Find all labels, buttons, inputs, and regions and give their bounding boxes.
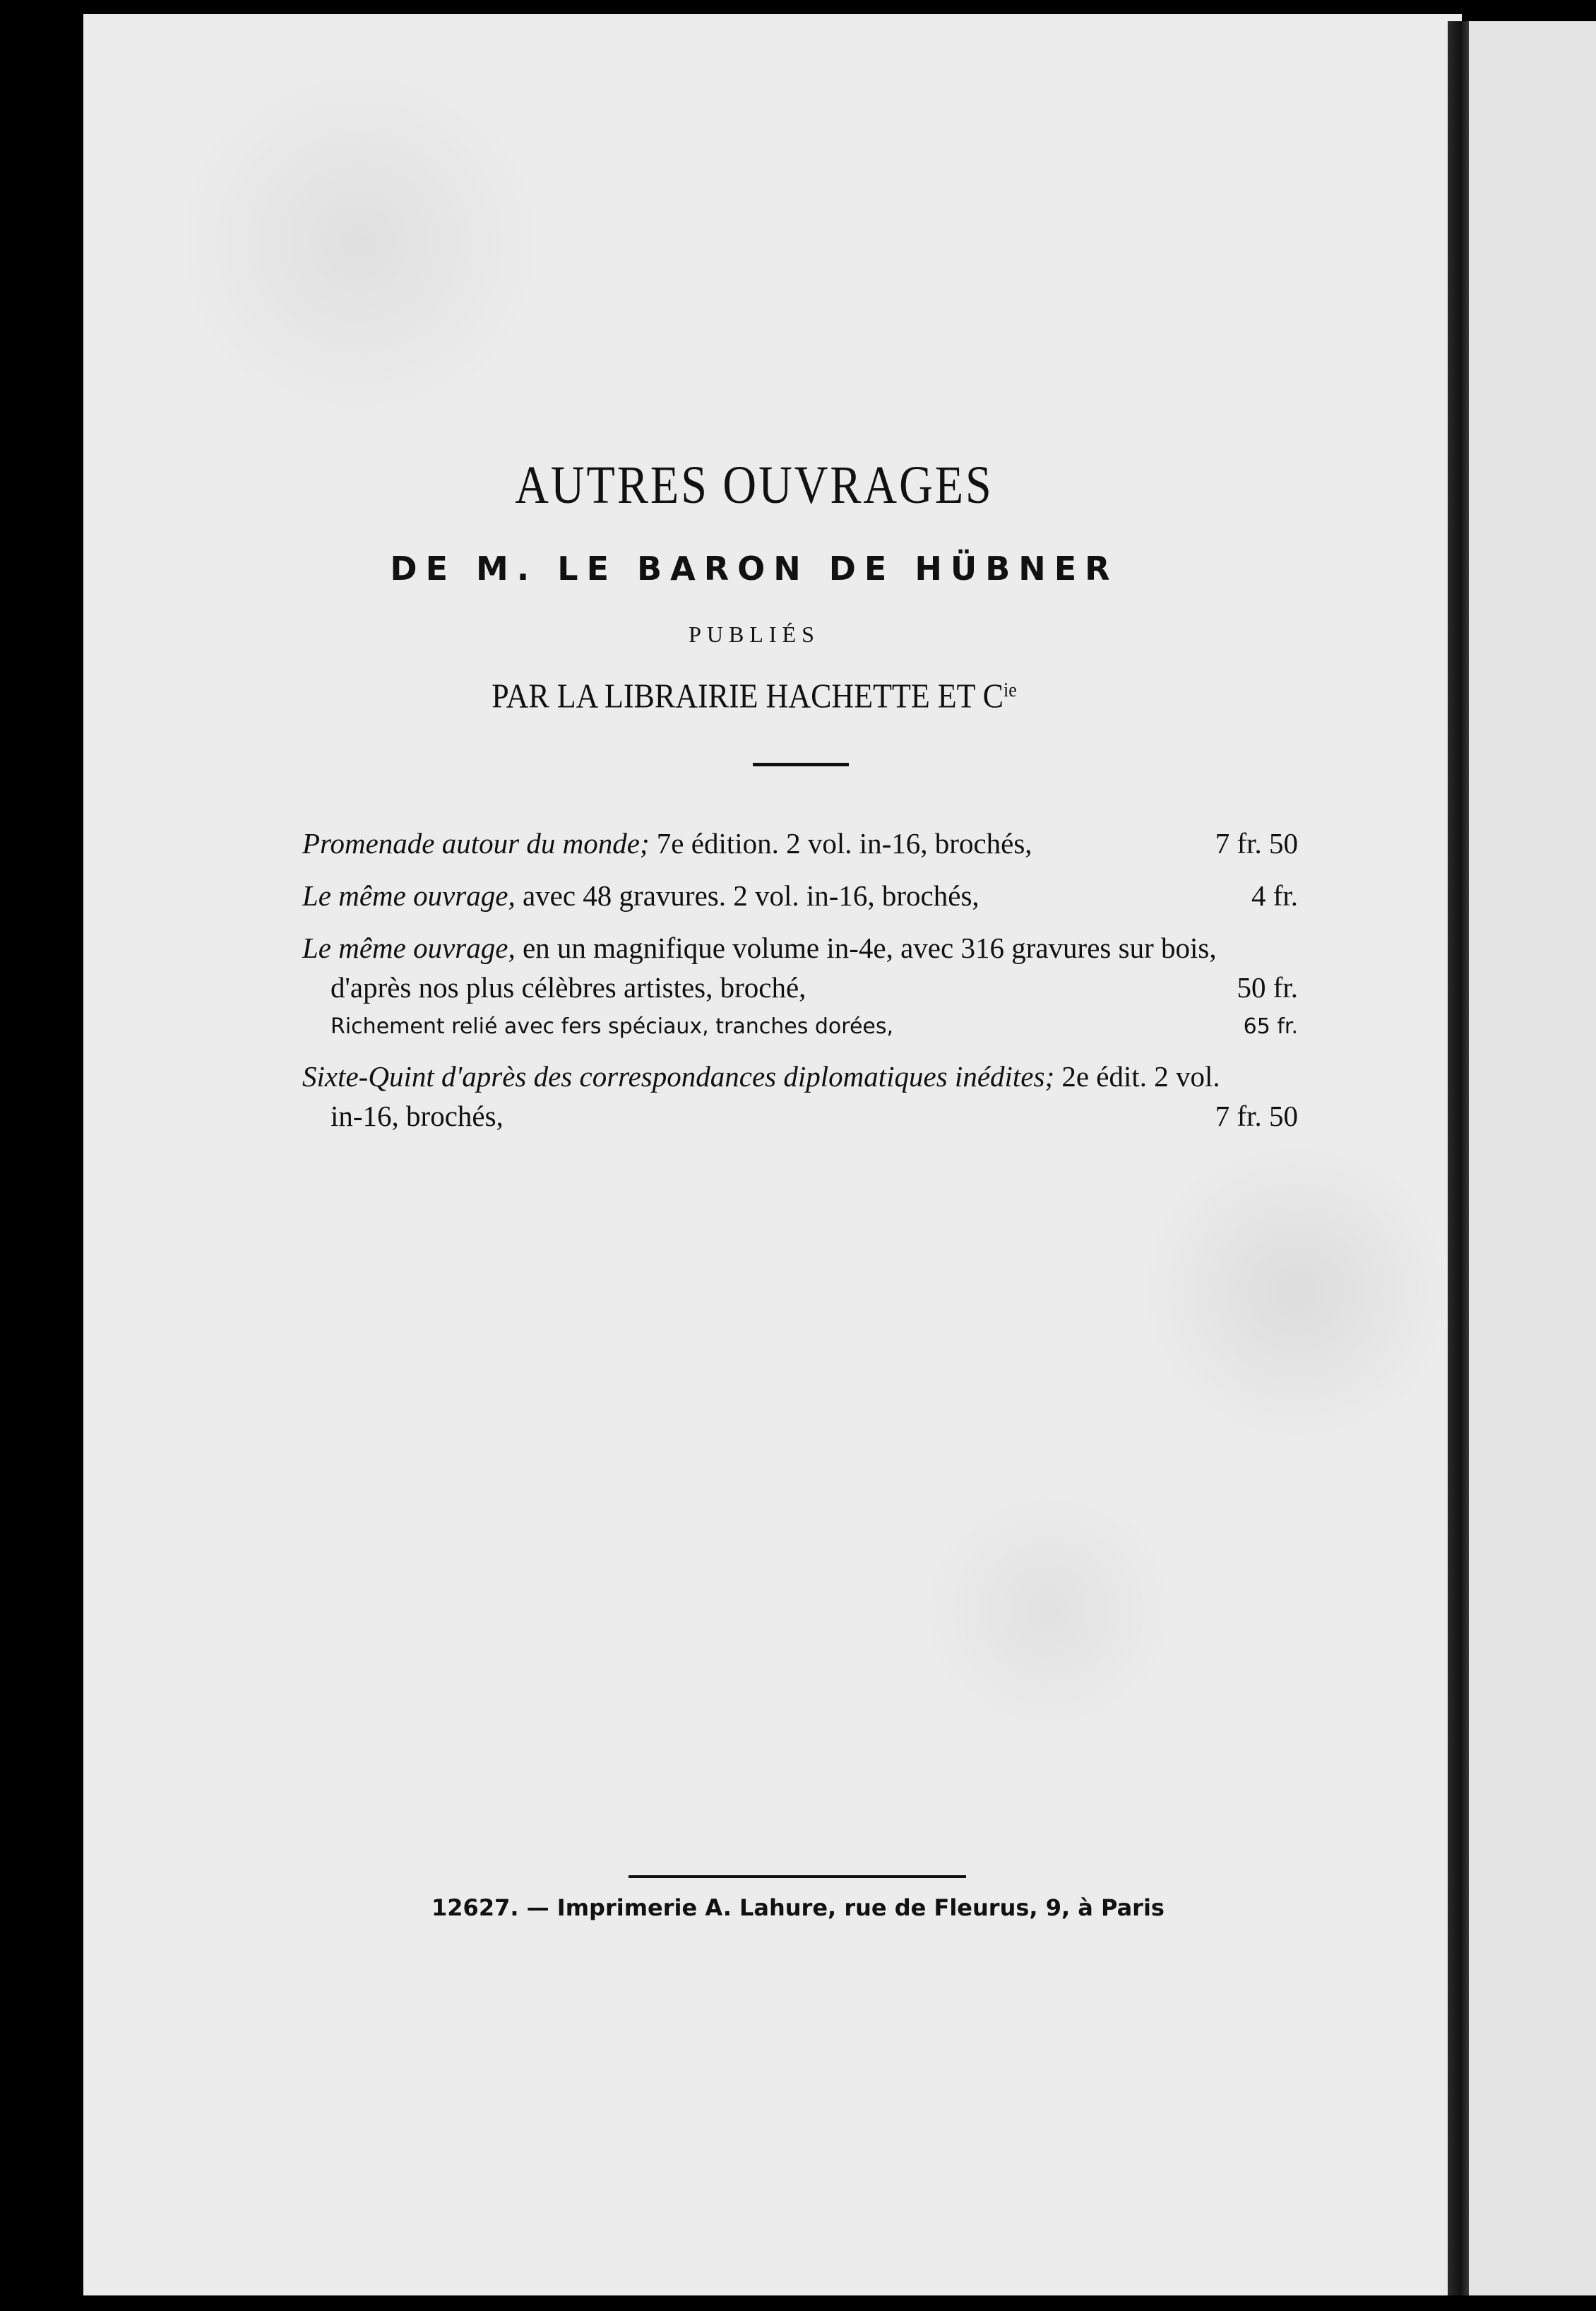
work-details: in-16, brochés, [330, 1100, 504, 1132]
work-details: Richement relié avec fers spéciaux, tranches dorées, [330, 1014, 894, 1039]
footer-rule [629, 1875, 966, 1878]
heading-author: DE M. LE BARON DE HÜBNER [390, 549, 1119, 588]
work-details: d'après nos plus célèbres artistes, broché, [330, 971, 806, 1004]
list-item [302, 879, 1298, 918]
work-price: 7 fr. 50 [1215, 1100, 1298, 1132]
publisher-name: PAR LA LIBRAIRIE HACHETTE ET C [492, 677, 1004, 715]
list-item-continuation [302, 1099, 1298, 1139]
heading-rule [753, 763, 849, 766]
work-price: 65 fr. [1243, 1014, 1298, 1039]
list-item [302, 1059, 1298, 1099]
work-title: Le même ouvrage, [302, 932, 516, 964]
works-list [302, 826, 1298, 1139]
work-title: Promenade autour du monde; [302, 827, 650, 860]
work-title: Sixte-Quint d'après des correspondances diplomatiques inédites; [302, 1060, 1055, 1093]
work-details: 7e édition. 2 vol. in-16, brochés, [649, 827, 1032, 860]
work-details: 2e édit. 2 vol. [1054, 1060, 1220, 1093]
work-details: en un magnifique volume in-4e, avec 316 gravures sur bois, [515, 932, 1217, 964]
work-price: 7 fr. 50 [1215, 827, 1298, 860]
heading-title: AUTRES OUVRAGES [515, 456, 994, 516]
printer-imprint: 12627. — Imprimerie A. Lahure, rue de Fleurus, 9, à Paris [431, 1894, 1165, 1921]
book-gutter [1448, 21, 1469, 2295]
heading-published: PUBLIÉS [689, 622, 820, 647]
list-item-continuation [302, 1010, 1298, 1047]
publisher-sup: ie [1004, 678, 1017, 701]
list-item [302, 931, 1298, 970]
heading-publisher [83, 676, 1425, 715]
work-price: 4 fr. [1251, 879, 1298, 912]
work-title: Le même ouvrage, [302, 879, 516, 912]
work-price: 50 fr. [1237, 971, 1298, 1004]
facing-page-edge [1469, 21, 1596, 2295]
list-item [302, 826, 1298, 866]
page [83, 14, 1462, 2295]
work-details: avec 48 gravures. 2 vol. in-16, brochés, [515, 879, 979, 912]
list-item-continuation [302, 970, 1298, 1010]
